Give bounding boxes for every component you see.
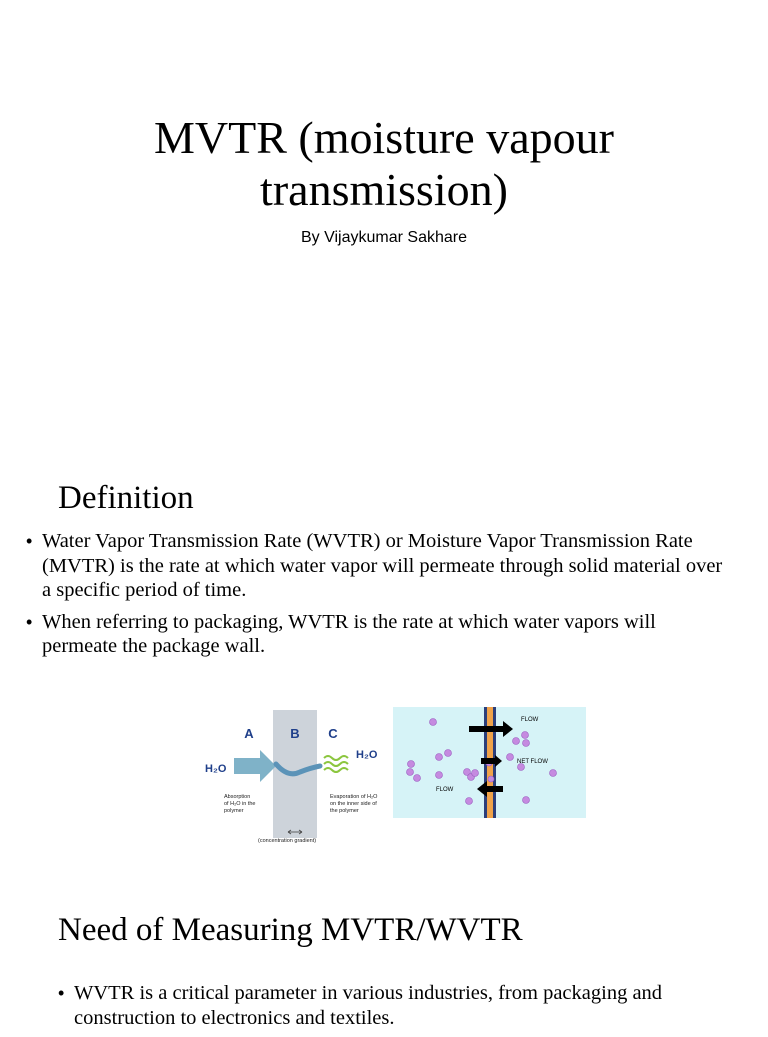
slide-title	[0, 112, 768, 216]
h2o-left-label: H₂O	[205, 763, 227, 775]
bullet-item	[58, 981, 758, 1030]
label-c: C	[328, 726, 338, 741]
evaporation-caption-2: on the inner side of	[330, 801, 377, 807]
bullet-dot-icon: •	[26, 611, 33, 632]
absorption-caption-2: of H₂O in the	[224, 801, 256, 807]
gradient-caption: (concentration gradient)	[258, 838, 317, 844]
net-flow-label: NET FLOW	[517, 759, 548, 765]
title-slide	[0, 0, 768, 440]
label-a: A	[244, 726, 254, 741]
definition-heading: Definition	[58, 480, 194, 516]
absorption-caption-3: polymer	[224, 808, 244, 814]
need-bullets	[58, 981, 758, 1037]
absorption-caption-1: Absorption	[224, 794, 251, 800]
author-byline: By Vijaykumar Sakhare	[301, 229, 467, 246]
flow-top-label: FLOW	[521, 717, 539, 723]
bullet-item	[26, 529, 726, 603]
need-slide	[0, 880, 768, 1029]
bullet-text: When referring to packaging, WVTR is the rate at which water vapors will permeate the package wall.	[42, 610, 656, 657]
bullet-text: WVTR is a critical parameter in various industries, from packaging and construction to electronics and textiles.	[74, 982, 663, 1029]
bullet-item	[26, 610, 726, 659]
flow-bottom-label: FLOW	[436, 787, 454, 793]
bullet-text: Water Vapor Transmission Rate (WVTR) or Moisture Vapor Transmission Rate (MVTR) is the rate at which water vapor will permeate through solid material over a specific period of time.	[42, 530, 723, 601]
definition-bullets	[26, 529, 726, 666]
evaporation-caption-3: the polymer	[330, 808, 359, 814]
bullet-dot-icon: •	[26, 531, 33, 551]
flow-diagram	[393, 707, 586, 818]
bullet-dot-icon: •	[58, 983, 65, 1003]
definition-slide	[0, 440, 768, 880]
title-line-2: transmission)	[260, 164, 508, 215]
need-heading: Need of Measuring MVTR/WVTR	[58, 912, 523, 948]
evaporation-caption-1: Evaporation of H₂O	[330, 794, 378, 800]
label-b: B	[290, 726, 300, 741]
permeation-diagram	[196, 702, 392, 846]
h2o-right-label: H₂O	[356, 749, 378, 761]
title-line-1: MVTR (moisture vapour	[154, 112, 614, 163]
